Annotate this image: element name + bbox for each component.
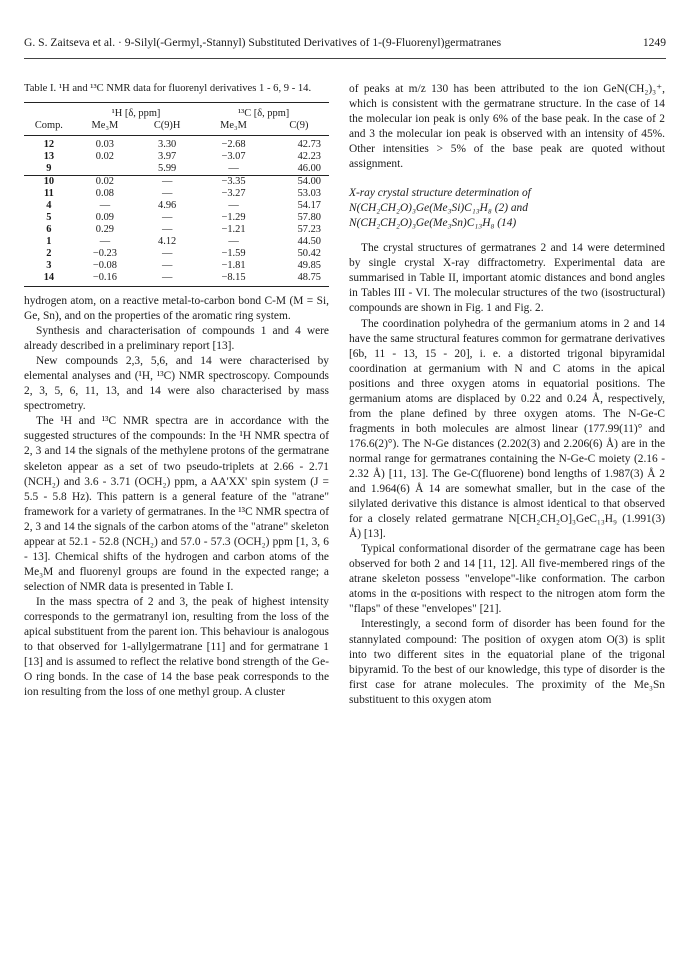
table-row	[24, 236, 329, 248]
cell-comp: 9	[46, 163, 52, 174]
table-header-group-row	[24, 103, 329, 121]
table-row	[24, 151, 329, 163]
cell-comp: 10	[24, 176, 74, 189]
cell-comp: 2	[46, 248, 52, 259]
table-row	[24, 272, 329, 287]
running-head	[24, 34, 666, 52]
left-column	[24, 82, 329, 700]
cell-h-c9h: 4.96	[158, 200, 177, 211]
header-h-me3m: Me₃M	[91, 120, 119, 131]
table-row	[24, 188, 329, 200]
table-row	[24, 224, 329, 236]
cell-h-me3m: 0.03	[74, 136, 136, 152]
cell-c-c9: 57.80	[297, 212, 321, 223]
table-row	[24, 200, 329, 212]
cell-h-c9h: —	[136, 176, 198, 189]
cell-c-c9: 54.17	[297, 200, 321, 211]
table-row	[24, 260, 329, 272]
header-c-c9: C(9)	[289, 120, 309, 131]
cell-c-c9: 42.73	[269, 136, 329, 152]
paragraph: Typical conformational disorder of the germatrane cage has been observed for both 2 and 14 [11, 12]. All five-membered rings of the atrane skeleton possess "envelope"-like conformation. The carbon atoms in the α-positions with respect to the nitrogen atom form the "flaps" of these "envelopes" [21].	[349, 543, 665, 616]
cell-c-me3m: −3.27	[221, 188, 246, 199]
cell-h-c9h: —	[161, 248, 173, 259]
header-h-c9h: C(9)H	[153, 120, 181, 131]
section-heading-line: X-ray crystal structure determination of	[349, 187, 531, 200]
section-heading-line: N(CH₂CH₂O)₃Ge(Me₃Sn)C₁₃H₈ (14)	[349, 217, 517, 230]
cell-h-me3m: 0.09	[95, 212, 114, 223]
cell-c-me3m: −3.35	[198, 176, 269, 189]
cell-h-me3m: −0.16	[74, 272, 136, 287]
cell-c-c9: 53.03	[297, 188, 321, 199]
cell-c-me3m: −1.81	[221, 260, 246, 271]
cell-c-me3m: −1.21	[221, 224, 246, 235]
cell-h-c9h: —	[136, 272, 198, 287]
paragraph: The ¹H and ¹³C NMR spectra are in accordance with the suggested structures of the compounds: In the ¹H NMR spectra of 2, 3 and 14 the signals of the methylene protons of the germatrane skeleton appear as a set of two pseudo-triplets at 2.66 - 2.71 (NCH₂) and 3.6 - 3.71 (OCH₂) ppm, a AA'XX' spin system (J = 5.5 - 5.8 Hz). This pattern is a general feature of the "atrane" framework for a variety of germatranes. In the ¹³C NMR spectra of 2, 3 and 14 the signals of the carbon atoms of the "atrane" skeleton appear at 52.1 - 52.8 (NCH₂) and 57.0 - 57.3 (OCH₂) ppm [1, 3, 6 - 13]. Chemical shifts of the hydrogen and carbon atoms of the Me₃M and fluorenyl groups are found in the expected range; a selection of NMR data is presented in Table I.	[24, 415, 329, 593]
cell-c-me3m: —	[228, 236, 239, 247]
header-1h-group: ¹H [δ, ppm]	[74, 103, 198, 121]
cell-h-c9h: —	[161, 224, 173, 235]
cell-comp: 13	[43, 151, 55, 162]
table-row	[24, 212, 329, 224]
cell-h-c9h: 3.30	[136, 136, 198, 152]
cell-c-c9: 50.42	[297, 248, 321, 259]
paragraph: The coordination polyhedra of the germanium atoms in 2 and 14 have the same structural features common for germatrane derivatives [6b, 11 - 13, 15 - 20], i. e. a distorted trigonal bipyramidal coordination at germanium with N and C atoms in the apical positions and three oxygen atoms in equatorial positions. The germanium atoms are displaced by 0.22 and 0.24 Å, respectively, from the plane defined by three oxygen atoms. The N-Ge-C fragments in both molecules are almost linear (177.99(11)° and 176.6(2)°). The N-Ge distances (2.202(3) and 2.206(6) Å) are in the normal range for germatranes containing the N-Ge-C moiety (2.16 - 2.32 Å) [11, 13]. The Ge-C(fluorene) bond lengths of 1.987(3) Å 2 and 1.964(6) Å 14 are somewhat smaller, but in the case of the silylated derivative this distance is almost identical to that observed for a closely related germatrane N[CH₂CH₂O]₃GeC₁₃H₉ (1.991(3) Å) [13].	[349, 317, 665, 541]
cell-h-me3m: —	[99, 200, 111, 211]
running-title: G. S. Zaitseva et al. · 9-Silyl(-Germyl,-Stannyl) Substituted Derivatives of 1-(9-Fluorenyl)germatranes	[24, 36, 502, 49]
cell-h-me3m: −0.08	[92, 260, 117, 271]
cell-h-me3m: 0.02	[95, 151, 114, 162]
cell-h-me3m: 0.08	[95, 188, 114, 199]
paragraph: hydrogen atom, on a reactive metal-to-carbon bond C-M (M = Si, Ge, Sn), and on the properties of the aromatic ring system.	[24, 295, 329, 323]
header-c-me3m: Me₃M	[220, 120, 247, 131]
paragraph: Synthesis and characterisation of compounds 1 and 4 were already described in a preliminary report [13].	[24, 325, 329, 353]
header-rule	[24, 58, 666, 59]
cell-h-c9h: 5.99	[158, 163, 177, 174]
cell-h-me3m: 0.02	[74, 176, 136, 189]
cell-c-c9: 54.00	[269, 176, 329, 189]
cell-comp: 3	[46, 260, 52, 271]
table-header-row	[24, 120, 329, 136]
table-row	[24, 136, 329, 152]
cell-comp: 12	[24, 136, 74, 152]
cell-c-me3m: −3.07	[221, 151, 246, 162]
page-number: 1249	[642, 36, 666, 49]
cell-comp: 5	[46, 212, 52, 223]
cell-comp: 4	[46, 200, 52, 211]
table-caption	[24, 82, 329, 96]
cell-h-me3m	[74, 163, 136, 176]
paragraph: New compounds 2,3, 5,6, and 14 were characterised by elemental analyses and (¹H, ¹³C) NMR spectroscopy. Compounds 2, 3, 5, 6, 11, 13, and 14 were also characterised by mass spectrometry.	[24, 355, 329, 413]
cell-h-c9h: 4.12	[158, 236, 177, 247]
cell-c-me3m: −1.29	[221, 212, 246, 223]
cell-h-me3m: —	[99, 236, 111, 247]
cell-h-c9h: —	[161, 212, 173, 223]
header-comp: Comp.	[34, 120, 63, 131]
cell-c-me3m: −1.59	[221, 248, 246, 259]
section-heading	[349, 186, 665, 231]
cell-comp: 14	[24, 272, 74, 287]
cell-comp: 1	[46, 236, 52, 247]
paragraph: In the mass spectra of 2 and 3, the peak of highest intensity corresponds to the germatranyl ion, resulting from the loss of the apical substituent from the parent ion. This behaviour is analogous to that observed for 1-allylgermatrane [11] and for germatrane 1 [13] and is assumed to reflect the relative bond strength of the Ge-O ring bonds. In the case of 14 the base peak corresponds to the ion resulting from the loss of one methyl group. A cluster	[24, 595, 329, 699]
cell-c-c9: 48.75	[269, 272, 329, 287]
header-13c-group: ¹³C [δ, ppm]	[198, 103, 329, 121]
cell-comp: 6	[46, 224, 52, 235]
cell-c-me3m: —	[228, 163, 239, 174]
table-row	[24, 176, 329, 189]
right-column	[349, 82, 665, 708]
table-caption-label: Table I.	[24, 83, 57, 94]
cell-h-c9h: —	[161, 260, 173, 271]
cell-h-me3m: −0.23	[92, 248, 117, 259]
cell-c-me3m: −2.68	[198, 136, 269, 152]
cell-c-c9: 46.00	[297, 163, 321, 174]
cell-c-c9: 57.23	[297, 224, 321, 235]
cell-h-c9h: —	[161, 188, 173, 199]
paragraph: The crystal structures of germatranes 2 and 14 were determined by single crystal X-ray diffractometry. Experimental data are summarised in Table II, important atomic distances and bond angles in Tables III - VI. The molecular structures of the two (isostructural) compounds are shown in Fig. 1 and Fig. 2.	[349, 242, 665, 315]
cell-c-me3m: —	[228, 200, 239, 211]
table-row	[24, 248, 329, 260]
cell-c-c9: 49.85	[297, 260, 321, 271]
cell-h-me3m: 0.29	[95, 224, 114, 235]
cell-h-c9h: 3.97	[158, 151, 177, 162]
table-caption-text: ¹H and ¹³C NMR data for fluorenyl derivatives 1 - 6, 9 - 14.	[58, 83, 312, 94]
cell-comp: 11	[43, 188, 54, 199]
nmr-data-table	[24, 102, 329, 287]
table-row	[24, 163, 329, 176]
section-heading-line: N(CH₂CH₂O)₃Ge(Me₃Si)C₁₃H₈ (2) and	[349, 202, 528, 215]
paragraph: Interestingly, a second form of disorder has been found for the stannylated compound: The position of oxygen atom O(3) is split into two different sites in the equatorial plane of the trigonal bipyramid. To the best of our knowledge, this type of disorder is the first case for atrane molecules. The proximity of the Me₃Sn substituent to this oxygen atom	[349, 618, 665, 706]
cell-c-c9: 44.50	[297, 236, 321, 247]
cell-c-c9: 42.23	[297, 151, 321, 162]
paragraph: of peaks at m/z 130 has been attributed to the ion GeN(CH₂)₃⁺, which is consistent with the germatrane structure. In the case of 14 the molecular ion peak is only 6% of the base peak. In the case of 2 and 3 the molecular ion peak is observed with an intensity of 45%. Other intensities > 5% of the base peak are quoted without assignment.	[349, 83, 665, 171]
cell-c-me3m: −8.15	[198, 272, 269, 287]
